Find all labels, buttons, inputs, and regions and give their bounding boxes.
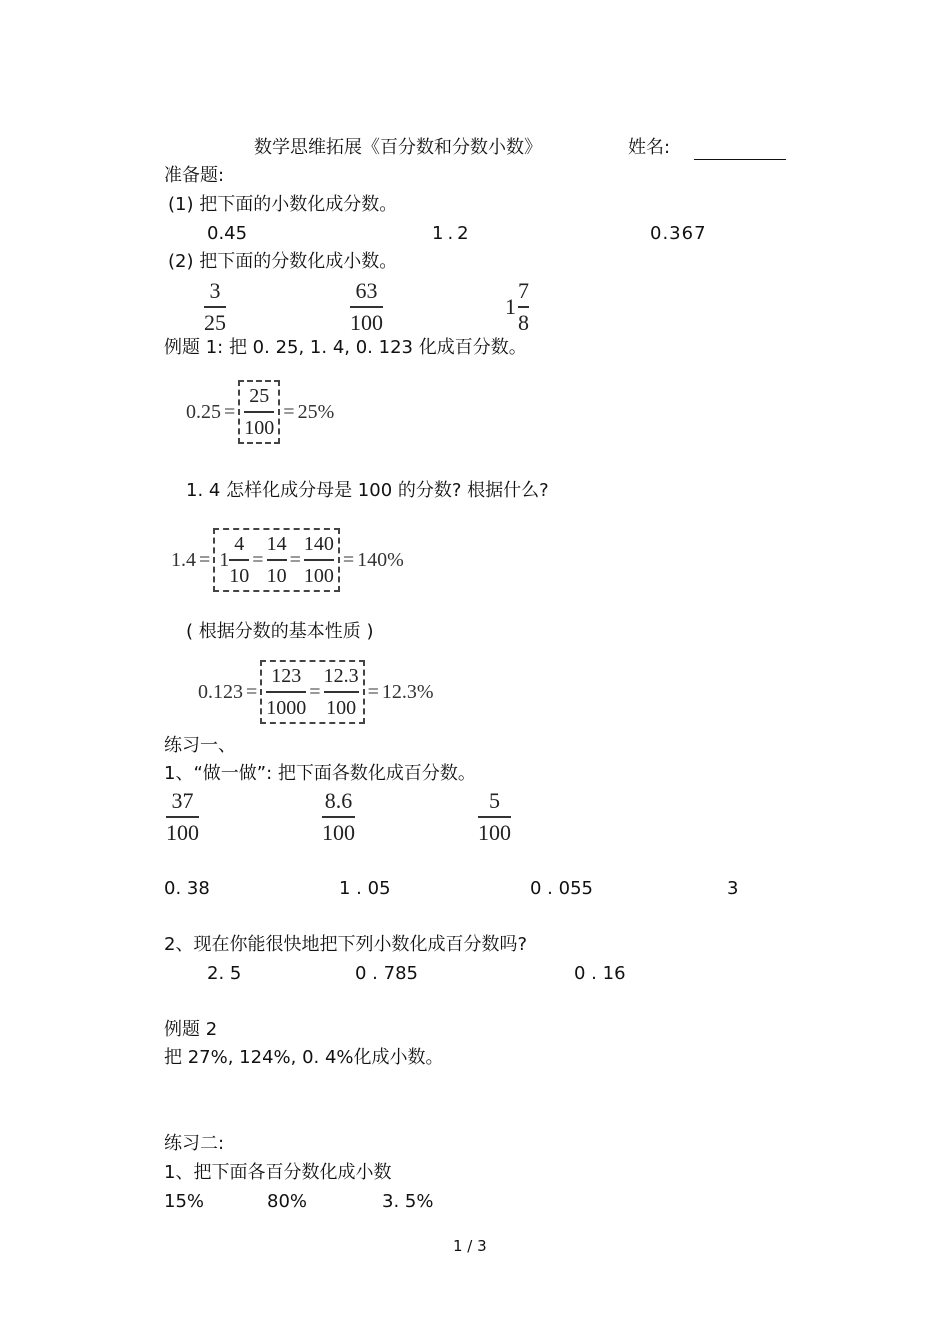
equals-sign: =: [342, 548, 355, 571]
fraction: [204, 279, 226, 335]
fraction-bar: [204, 306, 226, 308]
practice1-value: 1 . 05: [339, 878, 391, 899]
eq-rhs: 12.3%: [381, 680, 434, 703]
fraction-bar: [324, 691, 359, 693]
denominator: 10: [266, 565, 287, 587]
equals-sign: =: [252, 548, 264, 571]
practice1-heading: 练习一、: [164, 735, 236, 756]
fraction-bar: [350, 306, 383, 308]
dashed-box: [238, 380, 280, 444]
denominator: 1000: [266, 697, 307, 719]
dashed-box: [260, 660, 364, 724]
numerator: 7: [518, 278, 529, 303]
page-title: 数学思维拓展《百分数和分数小数》: [254, 137, 542, 158]
equation-2: [171, 528, 404, 592]
name-label: [628, 137, 670, 159]
fraction: [478, 789, 511, 845]
equals-sign: =: [246, 680, 258, 703]
prep-q1-value: 1.2: [432, 223, 473, 244]
example1-text: 例题 1: 把 0. 25, 1. 4, 0. 123 化成百分数。: [164, 337, 527, 358]
fraction-bar: [166, 816, 199, 818]
numerator: 63: [355, 278, 378, 303]
page-number: 1 / 3: [453, 1237, 487, 1255]
eq-lhs: 0.123: [198, 680, 243, 703]
example1-question: 1. 4 怎样化成分母是 100 的分数? 根据什么?: [186, 480, 549, 501]
practice1-value: 3: [727, 878, 739, 899]
numerator: 123: [271, 665, 302, 687]
fraction-bar: [229, 559, 249, 561]
example2-heading: 例题 2: [164, 1019, 218, 1040]
fraction-bar: [322, 816, 355, 818]
fraction: [267, 532, 287, 588]
fraction-bar: [478, 816, 511, 818]
equals-sign: =: [199, 548, 211, 571]
fraction-bar: [266, 691, 306, 693]
denominator: 100: [244, 417, 275, 439]
fraction: [244, 384, 274, 440]
equals-sign: =: [224, 400, 236, 423]
practice1-value: 0. 38: [164, 878, 210, 899]
fraction-bar: [267, 559, 287, 561]
whole-part: 1: [219, 548, 230, 571]
practice2-value: 3. 5%: [382, 1191, 434, 1212]
fraction: [322, 789, 355, 845]
fraction-bar: [244, 411, 274, 413]
numerator: 25: [249, 385, 270, 407]
denominator: 100: [350, 310, 383, 335]
equals-sign: =: [309, 680, 321, 703]
denominator: 100: [166, 820, 199, 845]
fraction: [266, 664, 306, 720]
denominator: 10: [229, 565, 250, 587]
denominator: 100: [303, 565, 334, 587]
name-label-text: 姓名:: [628, 137, 671, 158]
practice1-q1: 1、“做一做”: 把下面各数化成百分数。: [164, 763, 476, 784]
eq-rhs: 140%: [357, 548, 404, 571]
fraction-bar: [304, 559, 334, 561]
practice1-q2-value: 2. 5: [207, 963, 242, 984]
fraction: [229, 532, 249, 588]
equals-sign: =: [367, 680, 379, 703]
numerator: 5: [489, 788, 500, 813]
practice2-value: 15%: [164, 1191, 205, 1212]
fraction-bar: [518, 306, 529, 308]
numerator: 37: [171, 788, 194, 813]
equation-3: [198, 660, 434, 724]
whole-part: 1: [505, 294, 516, 319]
example1-note: ( 根据分数的基本性质 ): [186, 621, 374, 642]
practice2-heading: 练习二:: [164, 1133, 225, 1154]
denominator: 100: [326, 697, 357, 719]
equals-sign: =: [283, 400, 295, 423]
prep-q1: (1) 把下面的小数化成分数。: [168, 194, 398, 215]
fraction: [324, 664, 359, 720]
numerator: 12.3: [323, 665, 359, 687]
denominator: 100: [478, 820, 511, 845]
fraction: [166, 789, 199, 845]
practice1-q2-value: 0 . 16: [574, 963, 626, 984]
equals-sign: =: [289, 548, 301, 571]
denominator: 8: [518, 310, 529, 335]
numerator: 14: [266, 533, 287, 555]
practice2-q1: 1、把下面各百分数化成小数: [164, 1162, 392, 1183]
fraction: [304, 532, 334, 588]
denominator: 25: [204, 310, 226, 335]
practice1-q2: 2、现在你能很快地把下列小数化成百分数吗?: [164, 934, 528, 955]
prep-q1-value: 0.367: [650, 223, 707, 244]
name-blank: [694, 141, 786, 160]
numerator: 140: [303, 533, 334, 555]
eq-lhs: 1.4: [171, 548, 196, 571]
dashed-box: [213, 528, 340, 592]
eq-lhs: 0.25: [186, 400, 221, 423]
prep-q2: (2) 把下面的分数化成小数。: [168, 251, 398, 272]
numerator: 3: [209, 278, 221, 303]
mixed-number: [505, 279, 529, 335]
example2-text: 把 27%, 124%, 0. 4%化成小数。: [164, 1047, 444, 1068]
practice1-value: 0 . 055: [530, 878, 593, 899]
fraction: [350, 279, 383, 335]
practice2-value: 80%: [267, 1191, 308, 1212]
prep-q1-value: 0.45: [207, 223, 248, 244]
practice1-q2-value: 0 . 785: [355, 963, 418, 984]
equation-1: [186, 380, 334, 444]
denominator: 100: [322, 820, 355, 845]
fraction: [518, 279, 529, 335]
eq-rhs: 25%: [297, 400, 335, 423]
prep-heading: 准备题:: [164, 165, 225, 186]
numerator: 8.6: [324, 788, 353, 813]
numerator: 4: [234, 533, 245, 555]
